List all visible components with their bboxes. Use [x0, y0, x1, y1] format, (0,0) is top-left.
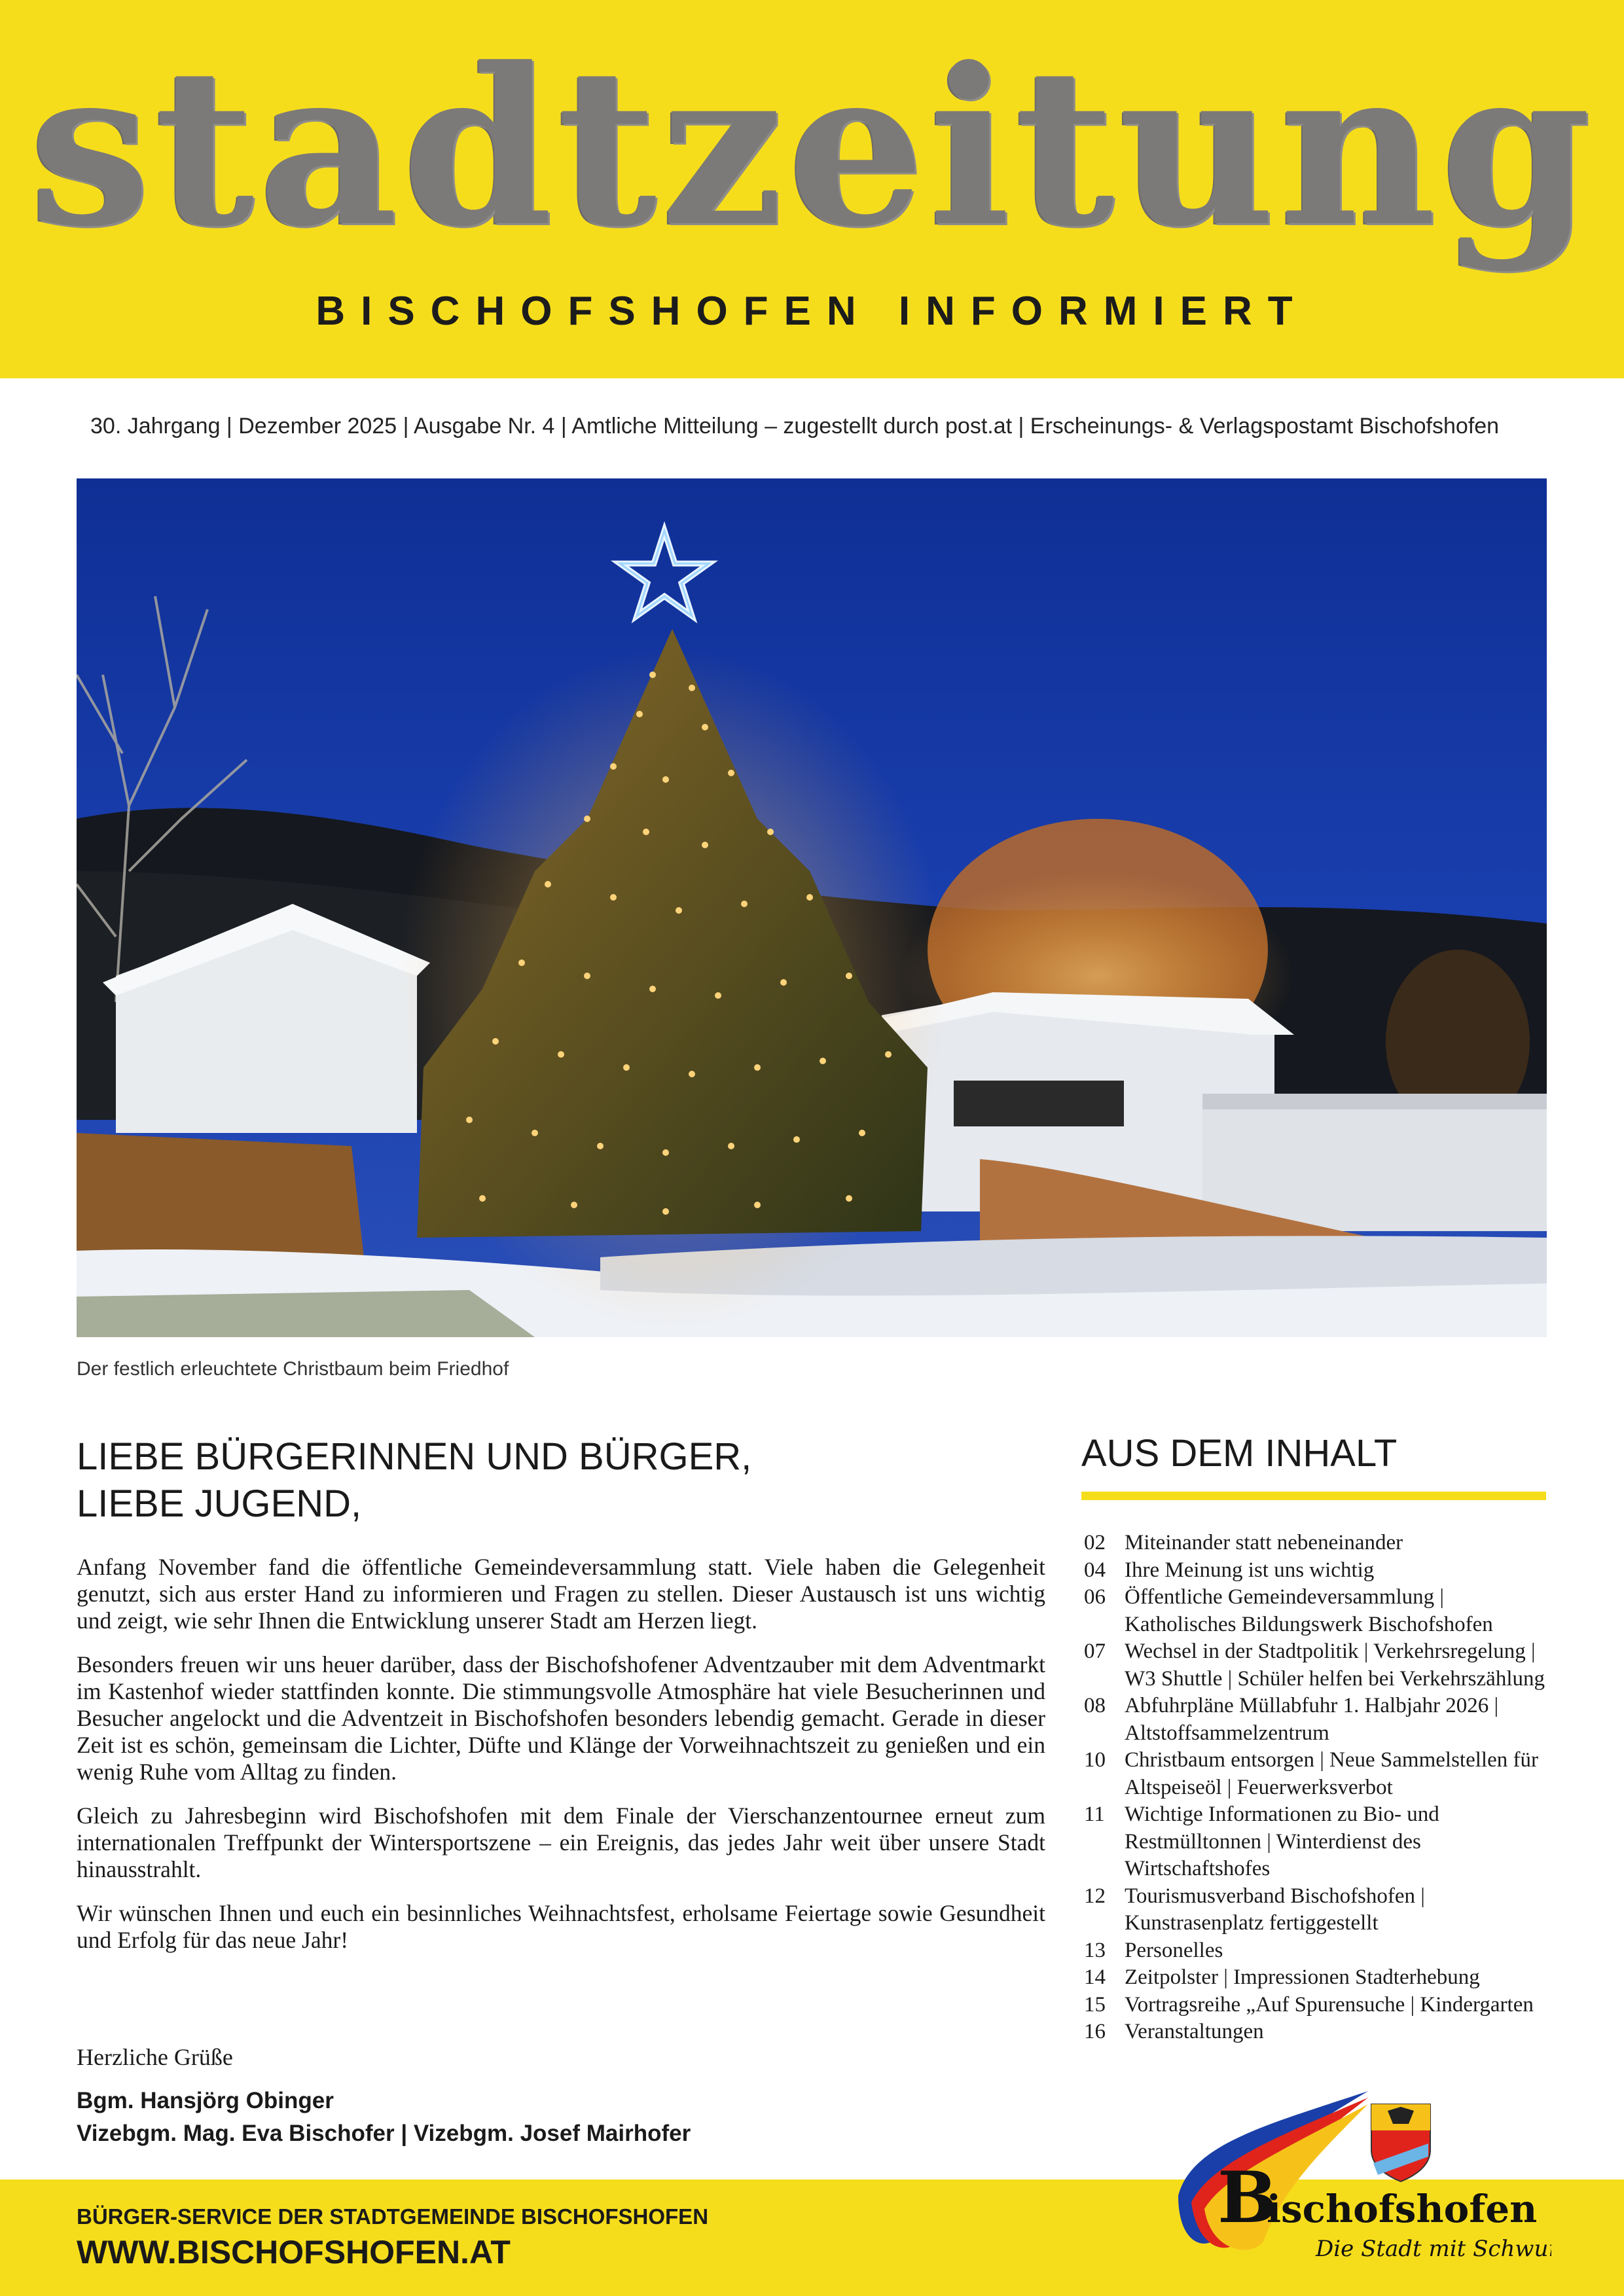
- greeting-line-2: LIEBE JUGEND,: [77, 1482, 362, 1525]
- masthead-subtitle: BISCHOFSHOFEN INFORMIERT: [316, 289, 1308, 334]
- toc-item[interactable]: 14 Zeitpolster | Impressionen Stadterhebung: [1084, 1965, 1480, 1989]
- toc-item[interactable]: 15 Vortragsreihe „Auf Spurensuche | Kindergarten: [1084, 1992, 1534, 2017]
- footer-service-label: BÜRGER-SERVICE DER STADTGEMEINDE BISCHOFSHOFEN: [77, 2204, 709, 2229]
- toc-item[interactable]: 04 Ihre Meinung ist uns wichtig: [1084, 1558, 1375, 1582]
- toc-divider: [1081, 1492, 1546, 1500]
- city-logo: [1152, 2085, 1551, 2274]
- letter-paragraph: Wir wünschen Ihnen und euch ein besinnliches Weihnachtsfest, erholsame Feiertage sowie Gesundheit und Erfolg für das neue Jahr!: [77, 1900, 1045, 1953]
- cover-photo-christmas-tree: [77, 478, 1547, 1337]
- toc-item[interactable]: 10 Christbaum entsorgen | Neue Sammelstellen für Altspeiseöl | Feuerwerksverbot: [1084, 1748, 1538, 1799]
- masthead-title: stadtzeitung: [29, 20, 1595, 274]
- letter-paragraph: Gleich zu Jahresbeginn wird Bischofshofen mit dem Finale der Vierschanzentournee erneut zum internationalen Treffpunkt der Wintersportszene – ein Ereignis, das jedes Jahr weit über unsere Stadt hinausstrahlt.: [77, 1803, 1045, 1882]
- toc-item[interactable]: 06 Öffentliche Gemeindeversammlung | Katholisches Bildungswerk Bischofshofen: [1084, 1585, 1493, 1636]
- logo-wordmark: ischofshofen: [1267, 2187, 1538, 2231]
- photo-caption: Der festlich erleuchtete Christbaum beim Friedhof: [77, 1358, 509, 1380]
- toc-item[interactable]: 13 Personelles: [1084, 1938, 1223, 1962]
- greeting-line-1: LIEBE BÜRGERINNEN UND BÜRGER,: [77, 1435, 752, 1478]
- issue-meta-line: 30. Jahrgang | Dezember 2025 | Ausgabe Nr. 4 | Amtliche Mitteilung – zugestellt durch post.at | Erscheinungs- & Verlagspostamt Bischofshofen: [90, 414, 1500, 439]
- letter-paragraph: Besonders freuen wir uns heuer darüber, dass der Bischofshofener Adventzauber mit dem Adventmarkt im Kastenhof wieder stattfinden konnte. Die stimmungsvolle Atmosphäre hat viele Besucherinnen und Besucher angelockt und die Adventzeit in Bischofshofen besonders lebendig gemacht. Gerade in dieser Zeit ist es schön, gemeinsam die Lichter, Düfte und Klänge der Vorweihnachtszeit zu genießen und ein wenig Ruhe vom Alltag zu finden.: [77, 1651, 1045, 1785]
- toc-title: AUS DEM INHALT: [1081, 1432, 1398, 1475]
- letter-closing: Herzliche Grüße: [77, 2044, 233, 2070]
- letter-body: [77, 1554, 1045, 1971]
- toc-item[interactable]: 07 Wechsel in der Stadtpolitik | Verkehrsregelung | W3 Shuttle | Schüler helfen bei Verkehrszählung: [1084, 1640, 1545, 1691]
- footer-website-link[interactable]: WWW.BISCHOFSHOFEN.AT: [77, 2234, 511, 2270]
- toc-list: [1084, 1530, 1555, 2046]
- toc-item[interactable]: 16 Veranstaltungen: [1084, 2020, 1264, 2043]
- toc-item[interactable]: 11 Wichtige Informationen zu Bio- und Restmülltonnen | Winterdienst des Wirtschaftshofes: [1084, 1803, 1439, 1880]
- coat-of-arms-icon: [1371, 2104, 1430, 2181]
- letter-paragraph: Anfang November fand die öffentliche Gemeindeversammlung statt. Viele haben die Gelegenheit genutzt, sich aus erster Hand zu informieren und Fragen zu stellen. Dieser Austausch ist uns wichtig und zeigt, wie sehr Ihnen die Entwicklung unserer Stadt am Herzen liegt.: [77, 1554, 1045, 1634]
- toc-item[interactable]: 12 Tourismusverband Bischofshofen | Kunstrasenplatz fertiggestellt: [1084, 1884, 1425, 1935]
- toc-item[interactable]: 02 Miteinander statt nebeneinander: [1084, 1531, 1403, 1554]
- logo-initial: B: [1218, 2157, 1278, 2239]
- signer-deputies: Vizebgm. Mag. Eva Bischofer | Vizebgm. Josef Mairhofer: [77, 2121, 691, 2146]
- signer-mayor: Bgm. Hansjörg Obinger: [77, 2088, 334, 2113]
- letter-greeting: [77, 1433, 751, 1528]
- toc-item[interactable]: 08 Abfuhrpläne Müllabfuhr 1. Halbjahr 2026 | Altstoffsammelzentrum: [1084, 1694, 1499, 1745]
- masthead-banner: [0, 0, 1624, 378]
- logo-tagline: Die Stadt mit Schwung: [1316, 2236, 1551, 2262]
